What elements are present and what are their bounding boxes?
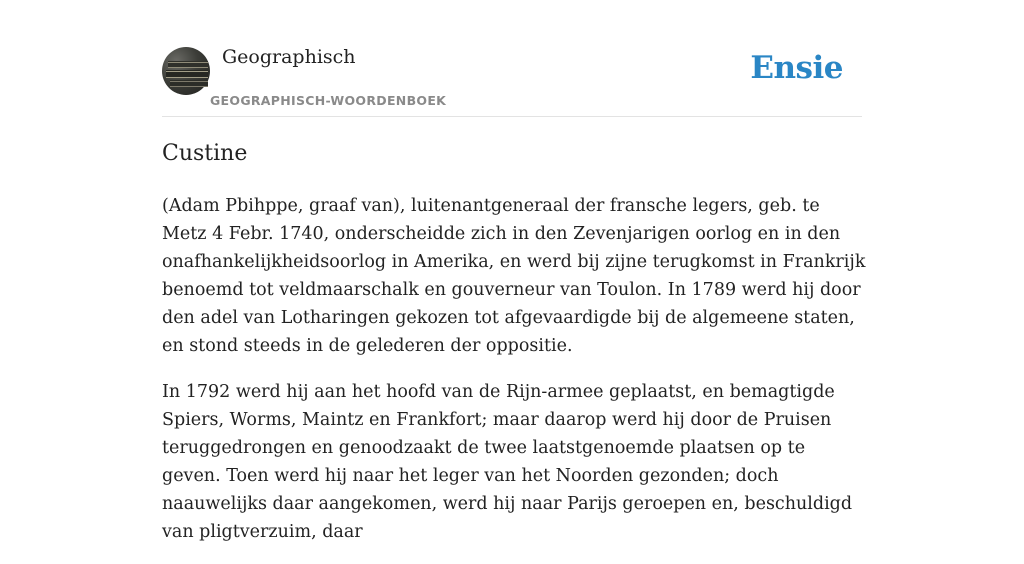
source-subtitle[interactable]: GEOGRAPHISCH-WOORDENBOEK — [210, 93, 447, 108]
source-title[interactable]: Geographisch — [222, 46, 356, 68]
avatar[interactable] — [162, 47, 210, 95]
article-paragraph: (Adam Pbihppe, graaf van), luitenantgeneraal der fransche legers, geb. te Metz 4 Febr. 1740, onderscheidde zich in den Zevenjarigen oorlog en in den onafhankelijkheidsoorlog in Amerika, en werd bij zijne terugkomst in Frankrijk benoemd tot veldmaarschalk en gouverneur van Toulon. In 1789 werd hij door den adel van Lotharingen gekozen tot afgevaardigde bij de algemeene staten, en stond steeds in de gelederen der oppositie. — [162, 196, 866, 356]
source-header — [162, 46, 862, 117]
book-spines-icon — [162, 47, 210, 95]
article-title: Custine — [162, 141, 248, 166]
brand-logo[interactable]: Ensie — [750, 50, 843, 86]
article-paragraph: In 1792 werd hij aan het hoofd van de Rijn-armee geplaatst, en bemagtigde Spiers, Worms, Maintz en Frankfort; maar daarop werd hij door de Pruisen teruggedrongen en genoodzaakt de twee laatstgenoemde plaatsen op te geven. Toen werd hij naar het leger van het Noorden gezonden; doch naauwelijks daar aangekomen, werd hij naar Parijs geroepen en, beschuldigd van pligtverzuim, daar — [162, 382, 853, 542]
article-body — [162, 192, 866, 564]
